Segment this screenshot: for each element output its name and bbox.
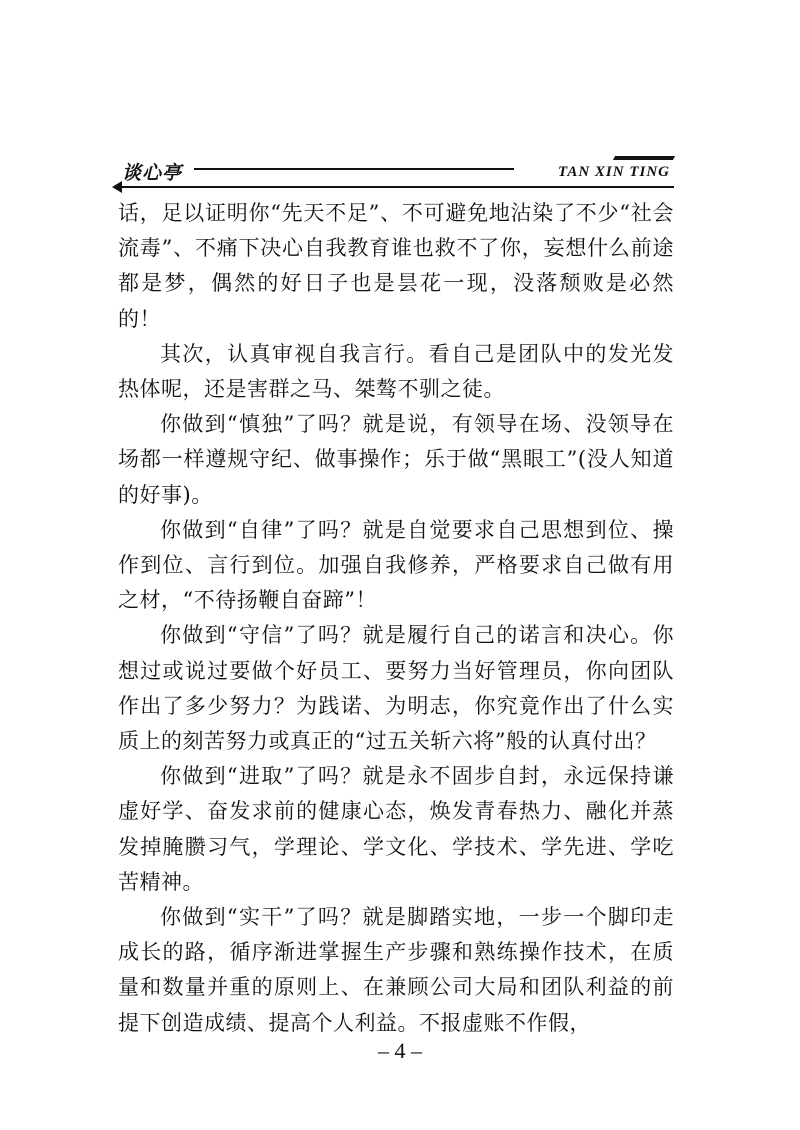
header-accent-bar	[613, 156, 675, 160]
body-text	[118, 196, 674, 1041]
header-title-chinese: 谈心亭	[122, 162, 183, 184]
running-header	[118, 150, 674, 190]
paragraph-1: 话，足以证明你“先天不足”、不可避免地沾染了不少“社会流毒”、不痛下决心自我教育谁也救不了你，妄想什么前途都是梦，偶然的好日子也是昙花一现，没落颓败是必然的！	[118, 201, 674, 331]
header-underline	[118, 186, 674, 188]
page-number: – 4 –	[378, 1038, 422, 1063]
paragraph-6: 你做到“进取”了吗？就是永不固步自封，永远保持谦虚好学、奋发求前的健康心态，焕发青春热力、融化并蒸发掉腌臜习气，学理论、学文化、学技术、学先进、学吃苦精神。	[118, 764, 674, 894]
header-title-pinyin: TAN XIN TING	[557, 164, 670, 180]
header-rule	[194, 168, 514, 170]
paragraph-2: 其次，认真审视自我言行。看自己是团队中的发光发热体呢，还是害群之马、桀骜不驯之徒。	[118, 341, 674, 402]
paragraph-4: 你做到“自律”了吗？就是自觉要求自己思想到位、操作到位、言行到位。加强自我修养，严格要求自己做有用之材，“不待扬鞭自奋蹄”！	[118, 517, 674, 613]
paragraph-3: 你做到“慎独”了吗？就是说，有领导在场、没领导在场都一样遵规守纪、做事操作；乐于做“黑眼工”(没人知道的好事)。	[118, 412, 674, 507]
paragraph-5: 你做到“守信”了吗？就是履行自己的诺言和决心。你想过或说过要做个好员工、要努力当好管理员，你向团队作出了多少努力？为践诺、为明志，你究竟作出了什么实质上的刻苦努力或真正的“过五关斩六将”般的认真付出？	[118, 623, 674, 754]
paragraph-7: 你做到“实干”了吗？就是脚踏实地，一步一个脚印走成长的路，循序渐进掌握生产步骤和熟练操作技术，在质量和数量并重的原则上、在兼顾公司大局和团队利益的前提下创造成绩、提高个人利益。不报虚账不作假，	[118, 905, 674, 1035]
